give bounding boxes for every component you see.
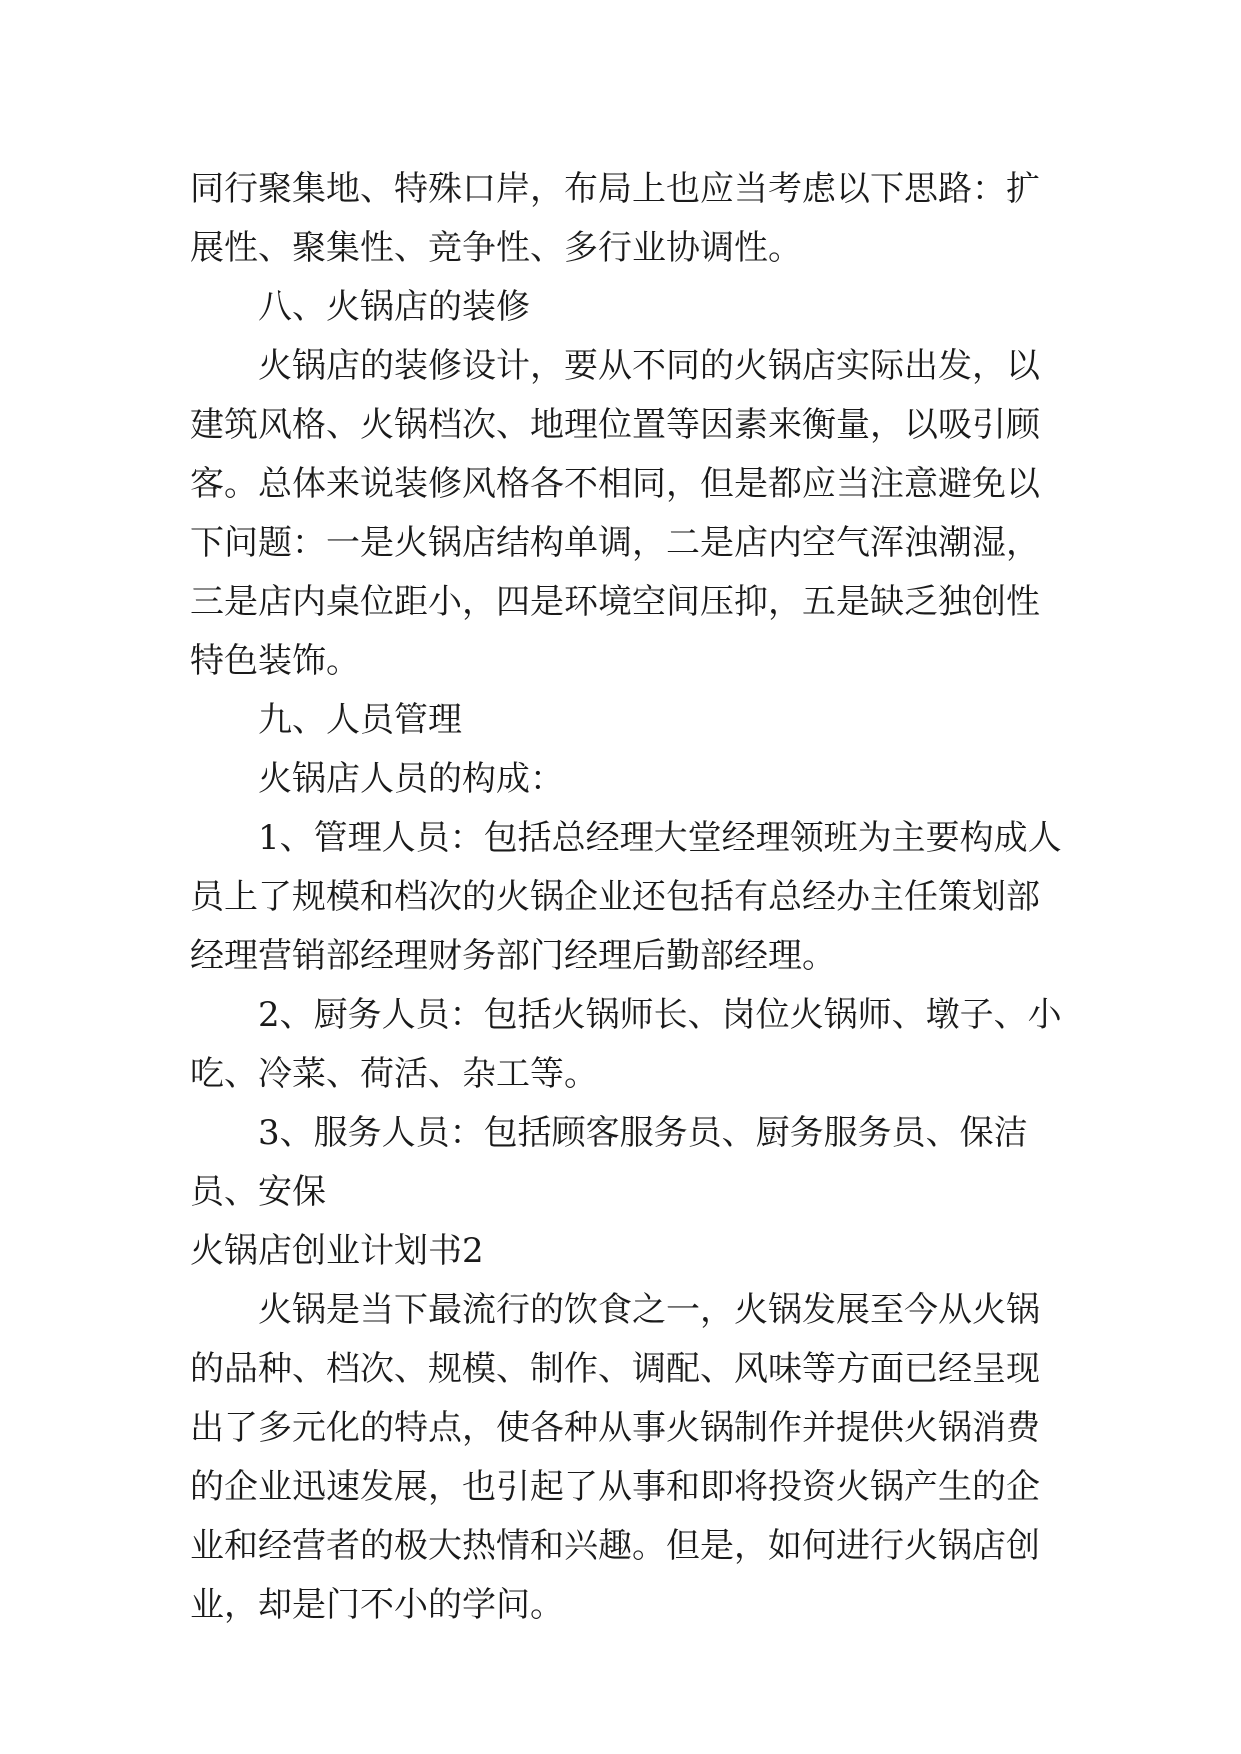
paragraph-staff-composition: 火锅店人员的构成： [258,759,564,799]
section-heading-decoration: 八、火锅店的装修 [258,287,530,327]
paragraph-location-continuation: 同行聚集地、特殊口岸，布局上也应当考虑以下思路：扩展性、聚集性、竞争性、多行业协调性。 [190,169,1040,268]
list-item-management-staff: 1、管理人员：包括总经理大堂经理领班为主要构成人员上了规模和档次的火锅企业还包括有总经办主任策划部经理营销部经理财务部门经理后勤部经理。 [190,818,1062,976]
list-item-kitchen-staff: 2、厨务人员：包括火锅师长、岗位火锅师、墩子、小吃、冷菜、荷活、杂工等。 [190,995,1062,1094]
list-item-service-staff: 3、服务人员：包括顾客服务员、厨务服务员、保洁员、安保 [190,1113,1028,1212]
document-title-2: 火锅店创业计划书2 [190,1231,484,1271]
paragraph-intro-2: 火锅是当下最流行的饮食之一，火锅发展至今从火锅的品种、档次、规模、制作、调配、风味等方面已经呈现出了多元化的特点，使各种从事火锅制作并提供火锅消费的企业迅速发展，也引起了从事和即将投资火锅产生的企业和经营者的极大热情和兴趣。但是，如何进行火锅店创业，却是门不小的学问。 [190,1290,1040,1625]
section-heading-staff-management: 九、人员管理 [258,700,462,740]
document-body [190,160,1070,1635]
paragraph-decoration: 火锅店的装修设计，要从不同的火锅店实际出发，以建筑风格、火锅档次、地理位置等因素来衡量，以吸引顾客。总体来说装修风格各不相同，但是都应当注意避免以下问题：一是火锅店结构单调，二是店内空气浑浊潮湿，三是店内桌位距小，四是环境空间压抑，五是缺乏独创性特色装饰。 [190,346,1040,681]
